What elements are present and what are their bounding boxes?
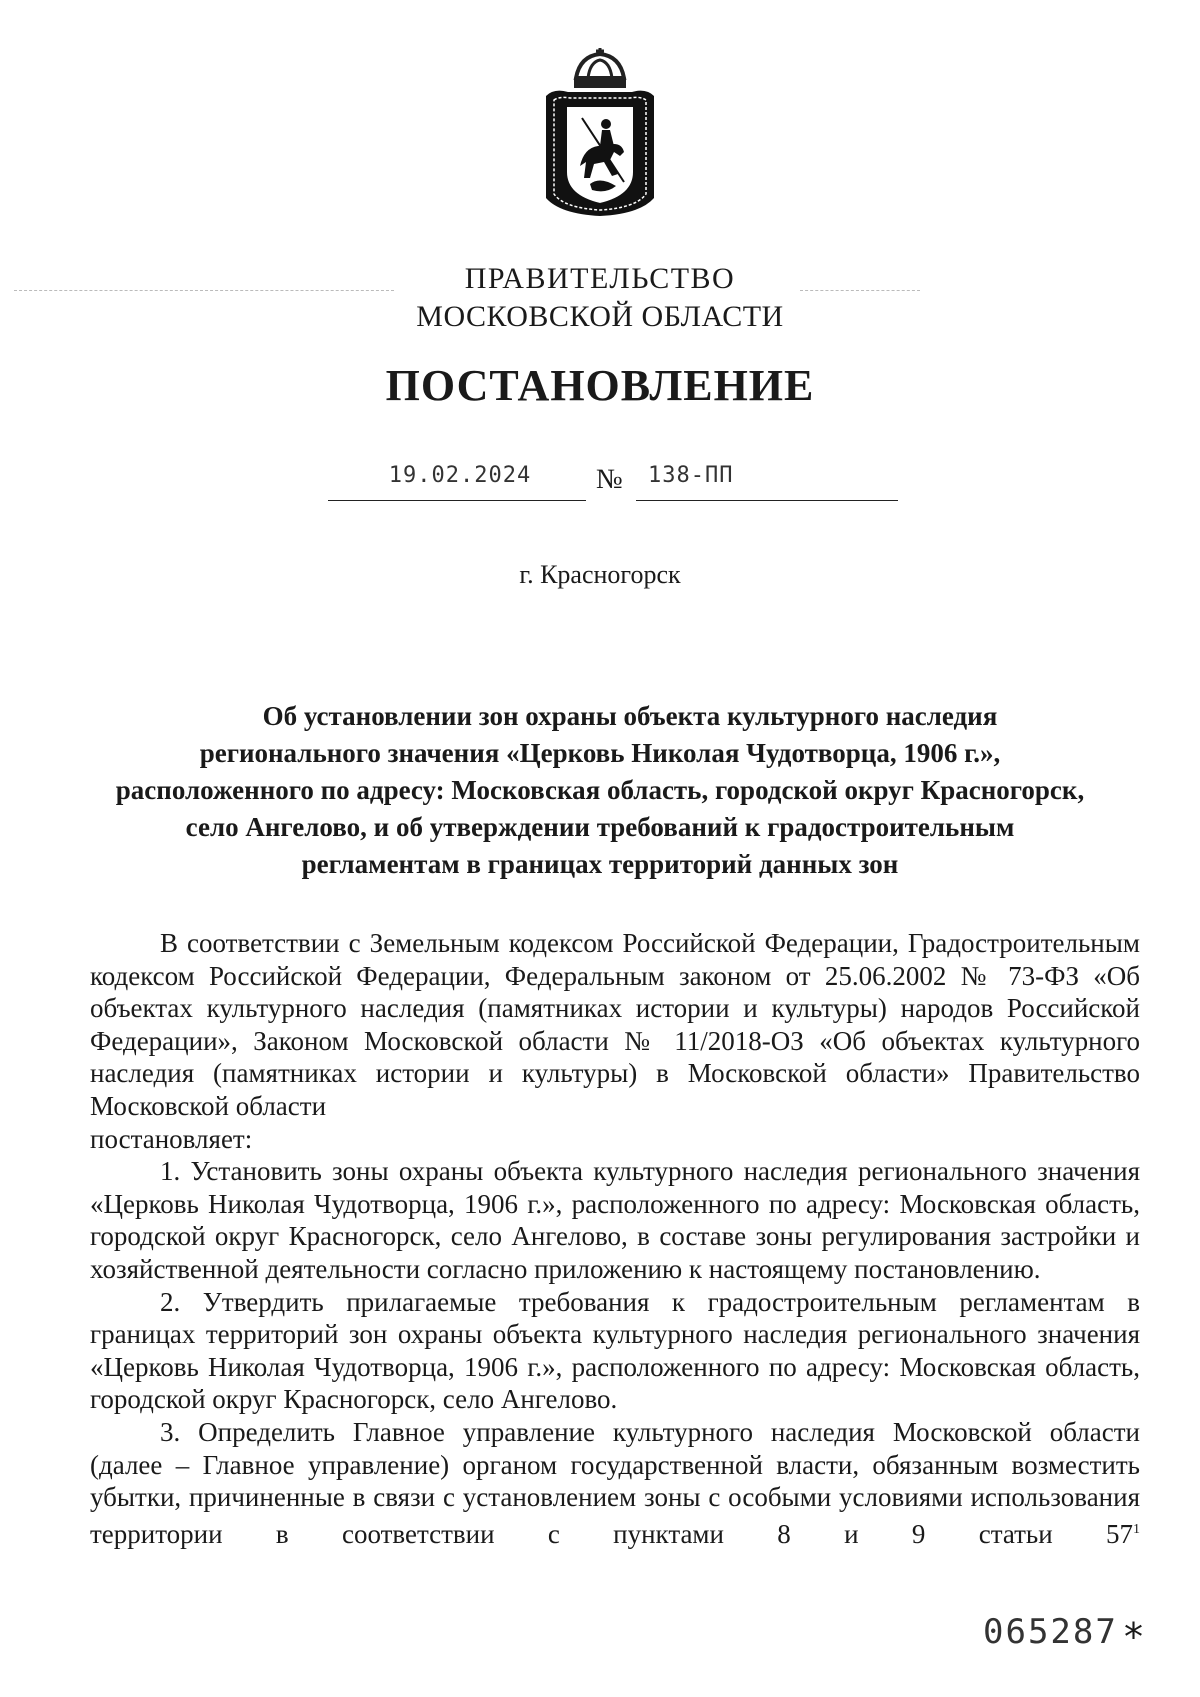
subject-line: расположенного по адресу: Московская область, городской округ Красногорск,: [115, 775, 1085, 805]
number-underline: [636, 500, 898, 501]
preamble-end: постановляет:: [90, 1123, 253, 1154]
clause-3: [90, 1416, 1140, 1550]
document-number: 138-ПП: [648, 463, 734, 488]
subject-line: село Ангелово, и об утверждении требований к градостроительным: [185, 812, 1015, 842]
place-of-issue: г. Красногорск: [519, 560, 681, 589]
issuer-line-1: ПРАВИТЕЛЬСТВО: [464, 262, 736, 295]
document-body: [90, 927, 1140, 1550]
clause-2: 2. Утвердить прилагаемые требования к градостроительным регламентам в границах территорий зон охраны объекта культурного наследия регионального значения «Церковь Николая Чудотворца, 1906 г.», расположенного по адресу: Московская область, городской округ Красногорск, село Ангелово.: [90, 1286, 1140, 1415]
subject-line: регламентам в границах территорий данных зон: [301, 849, 899, 879]
subject-line: регионального значения «Церковь Николая Чудотворца, 1906 г.»,: [199, 738, 1001, 768]
issuer-line-2: МОСКОВСКОЙ ОБЛАСТИ: [416, 300, 784, 333]
document-date: 19.02.2024: [388, 463, 532, 488]
blank-serial-number: 065287: [983, 1612, 1118, 1652]
document-subject: [80, 698, 1120, 883]
crown-icon: [574, 48, 626, 88]
number-sign: №: [596, 464, 623, 495]
coat-of-arms-emblem: [540, 48, 660, 218]
document-type-title: ПОСТАНОВЛЕНИЕ: [385, 361, 815, 410]
preamble-text: В соответствии с Земельным кодексом Российской Федерации, Градостроительным кодексом Российской Федерации, Федеральным законом от 25.06.2002 № 73-ФЗ «Об объектах культурного наследия (памятниках истории и культуры) народов Российской Федерации», Законом Московской области № 11/2018-ОЗ «Об объектах культурного наследия (памятниках истории и культуры) в Московской области» Правительство Московской области: [90, 928, 1140, 1121]
asterisk-mark: *: [1124, 1615, 1143, 1659]
clause-3-text: 3. Определить Главное управление культурного наследия Московской области (далее – Главное управление) органом государственной власти, обязанным возместить убытки, причиненные в связи с установлением зоны с особыми условиями использования территории в соответствии с пунктами 8 и 9 статьи 57: [90, 1416, 1140, 1549]
subject-line: Об установлении зон охраны объекта культурного наследия: [262, 701, 998, 731]
date-underline: [328, 500, 586, 501]
clause-3-superscript: 1: [1133, 1521, 1140, 1537]
preamble-paragraph: [90, 927, 1140, 1155]
clause-1: 1. Установить зоны охраны объекта культурного наследия регионального значения «Церковь Николая Чудотворца, 1906 г.», расположенного по адресу: Московская область, городской округ Красногорск, село Ангелово, в составе зоны регулирования застройки и хозяйственной деятельности согласно приложению к настоящему постановлению.: [90, 1156, 1140, 1284]
